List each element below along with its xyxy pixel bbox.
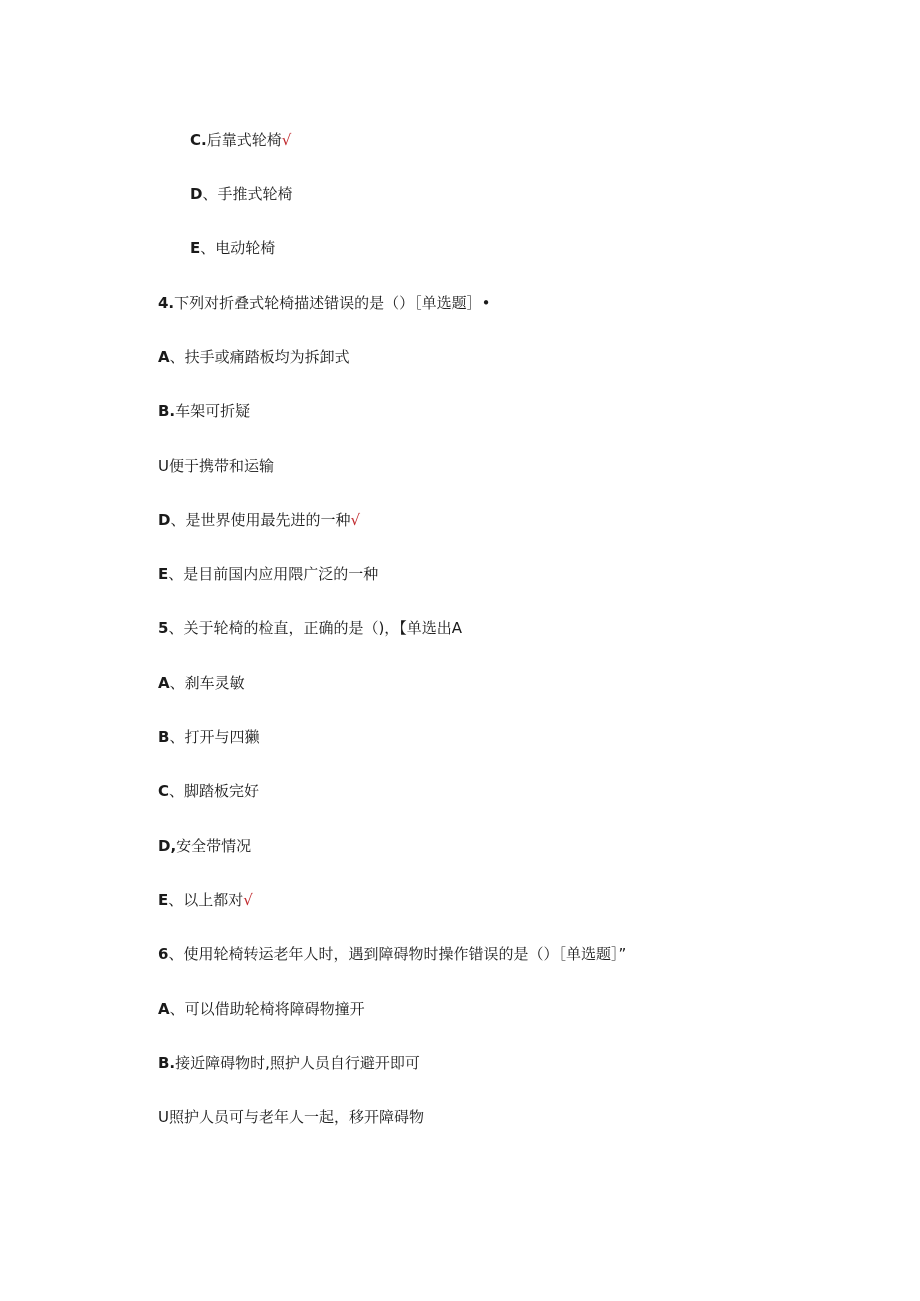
option-letter: C bbox=[158, 782, 170, 800]
q4-option-a bbox=[158, 347, 350, 367]
option-letter: E bbox=[190, 239, 201, 257]
q4-option-d bbox=[158, 510, 360, 530]
option-letter: A bbox=[158, 674, 170, 692]
option-text: 车架可折疑 bbox=[175, 402, 251, 420]
option-text: 接近障碍物时,照护人员自行避开即可 bbox=[175, 1054, 420, 1072]
option-letter: A bbox=[158, 348, 170, 366]
option-text: 、以上都对 bbox=[168, 891, 244, 909]
option-letter: D, bbox=[158, 837, 177, 855]
option-text: 、手推式轮椅 bbox=[202, 185, 293, 203]
option-letter: B. bbox=[158, 1054, 176, 1072]
q4-option-c bbox=[158, 456, 274, 476]
option-text: 、刹车灵敏 bbox=[169, 674, 245, 692]
q6-option-c bbox=[158, 1107, 424, 1127]
question-text: 下列对折叠式轮椅描述错误的是（）［单选题］• bbox=[174, 294, 491, 312]
option-text: 、打开与四獭 bbox=[169, 728, 260, 746]
option-letter: E bbox=[158, 565, 169, 583]
option-text: 、脚踏板完好 bbox=[169, 782, 260, 800]
option-text: 、可以借助轮椅将障碍物撞开 bbox=[169, 1000, 365, 1018]
question-6 bbox=[158, 944, 626, 964]
option-text: U便于携带和运输 bbox=[158, 457, 274, 475]
q5-option-e bbox=[158, 890, 253, 910]
q4-option-e bbox=[158, 564, 378, 584]
option-text: 后靠式轮椅 bbox=[206, 131, 282, 149]
question-number: 6 bbox=[158, 945, 169, 963]
option-letter: D bbox=[190, 185, 203, 203]
line-option-d bbox=[190, 184, 292, 204]
option-text: 、是世界使用最先进的一种 bbox=[170, 511, 351, 529]
option-text: 安全带情况 bbox=[176, 837, 252, 855]
q5-option-b bbox=[158, 727, 259, 747]
q4-option-b bbox=[158, 401, 250, 421]
line-option-c bbox=[190, 130, 291, 150]
q6-option-a bbox=[158, 999, 365, 1019]
option-text: 、电动轮椅 bbox=[200, 239, 276, 257]
q5-option-a bbox=[158, 673, 245, 693]
check-mark: √ bbox=[350, 511, 361, 529]
line-option-e bbox=[190, 238, 275, 258]
question-text: 、关于轮椅的检直，正确的是（)，【单选出A bbox=[168, 619, 463, 637]
option-letter: C. bbox=[190, 131, 207, 149]
q5-option-d bbox=[158, 836, 251, 856]
check-mark: √ bbox=[243, 891, 253, 909]
option-text: U照护人员可与老年人一起，移开障碍物 bbox=[158, 1108, 424, 1126]
option-text: 、扶手或痛踏板均为拆卸式 bbox=[169, 348, 350, 366]
option-letter: B bbox=[158, 728, 170, 746]
option-letter: B. bbox=[158, 402, 176, 420]
option-letter: D bbox=[158, 511, 171, 529]
question-number: 4. bbox=[158, 294, 175, 312]
option-letter: E bbox=[158, 891, 169, 909]
q6-option-b bbox=[158, 1053, 420, 1073]
check-mark: √ bbox=[281, 131, 292, 149]
q5-option-c bbox=[158, 781, 259, 801]
question-4 bbox=[158, 293, 491, 313]
option-text: 、是目前国内应用隈广泛的一种 bbox=[168, 565, 379, 583]
option-letter: A bbox=[158, 1000, 170, 1018]
question-number: 5 bbox=[158, 619, 169, 637]
question-text: 、使用轮椅转运老年人时，遇到障碍物时操作错误的是（）［单选题］” bbox=[168, 945, 627, 963]
question-5 bbox=[158, 618, 462, 638]
